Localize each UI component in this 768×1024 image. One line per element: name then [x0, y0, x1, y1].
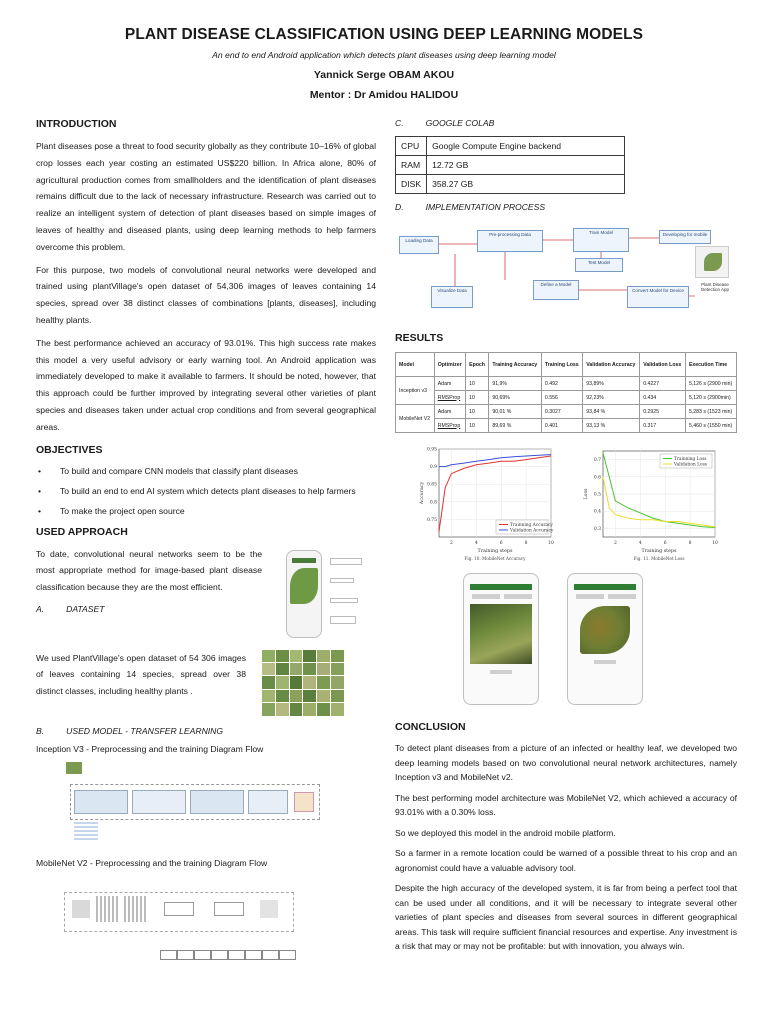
author-name: Yannick Serge OBAM AKOU	[313, 69, 455, 81]
series-line	[603, 477, 715, 527]
introduction-paragraph-2: For this purpose, two models of convolutional neural networks were developed and trained using plantVillage's open dataset of 54,306 images of leaves containing 14 species, spread over 38 distinct classes of combinations [plants, diseases], including healthy plants.	[36, 264, 376, 325]
chart-caption: Fig. 10. MobileNet Accuracy	[464, 556, 526, 561]
select-photo-button[interactable]	[576, 594, 604, 599]
flow-arrows	[395, 220, 737, 314]
conv-layer	[96, 896, 118, 922]
bullet-icon: •	[38, 485, 42, 496]
y-tick-label: 0.3	[593, 526, 601, 532]
series-line	[439, 455, 551, 467]
preprocessing-box: Pre-processing Data	[477, 230, 543, 252]
accuracy-chart	[417, 443, 557, 561]
app-screenshots	[395, 573, 737, 711]
introduction-heading: INTRODUCTION	[36, 118, 117, 130]
dataset-row	[36, 650, 376, 716]
annotation-box	[330, 558, 362, 565]
y-tick-label: 0.85	[426, 482, 437, 488]
conclusion-paragraph-1: To detect plant diseases from a picture of an infected or healthy leaf, we developed two deep learning models based on two convolutional neural network architectures, namely Inception v3 and MobileNet v2.	[395, 743, 737, 782]
conclusion-paragraph-5: Despite the high accuracy of the developed system, it is far from being a perfect tool that can be used under all conditions, and it will be necessary to integrate several other varieties of plant species and diseases from several sources in different geographical areas. This task will require sufficient financial resources and expertise. Any investment is a risk that may or may not be profitable: but with innovation, you always win.	[395, 883, 737, 951]
bottleneck-block	[214, 902, 244, 916]
annotation-box	[330, 598, 358, 603]
poster-subtitle: An end to end Android application which detects plant diseases using deep learning model	[212, 50, 556, 60]
left-column	[36, 118, 376, 974]
charts-row	[395, 443, 737, 573]
accuracy-chart-svg	[417, 443, 557, 561]
mobilenet-caption: MobileNet V2 - Preprocessing and the training Diagram Flow	[36, 857, 268, 868]
objective-text: To build an end to end AI system which detects plant diseases to help farmers	[60, 485, 356, 496]
y-tick-label: 0.7	[593, 458, 601, 464]
input-layer	[72, 900, 90, 918]
x-tick-label: 8	[524, 541, 528, 546]
plant-detection-label: Plant Disease Detection App	[700, 282, 730, 292]
classifier-strip	[160, 950, 296, 960]
results-heading: RESULTS	[395, 332, 444, 344]
objective-item	[36, 504, 376, 518]
table-header-row: Model Optimizer Epoch Training Accuracy Training Loss Validation Accuracy Validation Loss Execution Time	[396, 353, 737, 377]
right-column	[395, 118, 737, 960]
developing-mobile-box: Developing for mobile	[659, 230, 711, 244]
y-tick-label: 0.75	[426, 517, 437, 523]
x-tick-label: 10	[548, 541, 554, 546]
start-camera-button[interactable]	[504, 594, 532, 599]
y-tick-label: 0.95	[426, 447, 437, 453]
objectives-list	[36, 464, 376, 518]
table-row: RAM 12.72 GB	[396, 156, 625, 175]
annotation-box	[330, 578, 354, 583]
loss-chart	[581, 445, 721, 561]
approach-text	[36, 546, 262, 646]
objective-item	[36, 484, 376, 498]
implementation-diagram	[395, 220, 737, 314]
legend-entry: Trainning Accuracy	[510, 523, 553, 529]
legend-block	[74, 822, 98, 842]
x-tick-label: 4	[474, 541, 478, 546]
y-tick-label: 0.5	[593, 492, 601, 498]
y-axis-label: Accuracy	[420, 481, 425, 505]
visualize-data-box: Visualize Data	[431, 286, 473, 308]
objective-item	[36, 464, 376, 478]
inception-module	[248, 790, 288, 814]
x-tick-label: 2	[450, 541, 453, 546]
table-row: RMSProp 10 90,69% 0.556 92,23% 0.434 5,120 s (2900min)	[396, 391, 737, 405]
x-axis-label: Training steps	[477, 549, 513, 554]
legend-entry: Validation Loss	[674, 462, 708, 468]
introduction-paragraph-1: Plant diseases pose a threat to food security globally as they contribute 10–16% of global crop losses each year costing an estimated US$220 billion. In Africa alone, 80% of agricultural production comes from smallholders and the identification of plant diseases remains difficult due to the lack of necessary infrastructure. Research was carried out to realize an intelligent system of detection of plant diseases based on simple images of leaves of healthy and diseased plants, using deep learning methods to help farmers overcome this problem.	[36, 141, 376, 252]
y-tick-label: 0.4	[593, 509, 601, 515]
conclusion-paragraph-2: The best performing model architecture was MobileNet V2, which achieved a accuracy of 93.01% with a 0.30% loss.	[395, 792, 737, 817]
output-layer	[260, 900, 278, 918]
inception-module	[132, 790, 186, 814]
app-header-bar	[470, 584, 532, 590]
inception-diagram	[64, 760, 330, 844]
mentor-name: Mentor : Dr Amidou HALIDOU	[309, 89, 459, 101]
diseased-leaf-photo	[580, 606, 630, 654]
results-table	[395, 352, 737, 433]
table-row: Inception v3 Adam 10 91,9% 0.492 93,89% 0.4227 5,126 s (2900 min)	[396, 377, 737, 391]
bullet-icon: •	[38, 505, 42, 516]
app-toolbar	[292, 558, 316, 563]
poster-header	[0, 26, 768, 101]
table-row: DISK 358.27 GB	[396, 175, 625, 194]
table-row: CPU Google Compute Engine backend	[396, 137, 625, 156]
y-tick-label: 0.8	[429, 500, 437, 506]
colab-subheading: C. GOOGLE COLAB	[395, 118, 495, 128]
objective-text: To build and compare CNN models that classify plant diseases	[60, 465, 298, 476]
x-tick-label: 6	[663, 541, 667, 546]
inception-caption: Inception V3 - Preprocessing and the training Diagram Flow	[36, 743, 264, 754]
x-tick-label: 6	[499, 541, 503, 546]
inception-module	[74, 790, 128, 814]
train-model-box: Train Model	[573, 228, 629, 252]
legend-entry: Trainning Loss	[674, 457, 707, 463]
implementation-subheading: D. IMPLEMENTATION PROCESS	[395, 202, 546, 212]
test-model-box: Test Model	[575, 258, 623, 272]
y-tick-label: 0.9	[429, 465, 437, 471]
dataset-subheading: A. DATASET	[36, 603, 105, 614]
annotation-box	[330, 616, 356, 624]
objectives-heading: OBJECTIVES	[36, 443, 103, 456]
poster-title: PLANT DISEASE CLASSIFICATION USING DEEP LEARNING MODELS	[124, 26, 644, 43]
conv-layer	[124, 896, 146, 922]
inception-module	[190, 790, 244, 814]
introduction-paragraph-3: The best performance achieved an accuracy of 93.01%. This high success rate makes this model a very useful advisory or early warning tool. An Android application was immediately developed to make it available to farmers. It should be noted, however, that this approach could be further improved by integrating several other varieties of plant species and diseases taken under actual crop conditions and from several geographical areas.	[36, 337, 376, 432]
start-camera-button[interactable]	[608, 594, 636, 599]
classification-part	[294, 792, 314, 812]
x-tick-label: 8	[688, 541, 692, 546]
x-tick-label: 4	[638, 541, 642, 546]
colab-spec-table	[395, 136, 625, 194]
approach-row	[36, 546, 376, 646]
dataset-paragraph: We used PlantVillage's open dataset of 54 306 images of leaves containing 14 species, spread over 38 distinct classes, including healthy plants .	[36, 652, 246, 697]
conclusion-heading: CONCLUSION	[395, 721, 466, 733]
y-axis-label: Loss	[584, 488, 589, 500]
app-mockup-figure	[272, 546, 372, 646]
bullet-icon: •	[38, 465, 42, 476]
table-row: MobileNet V2 Adam 10 90,01 % 0.3027 93,84 % 0.2925 5,283 s (1523 min)	[396, 405, 737, 419]
table-row: RMSProp 10 89,69 % 0.401 93,13 % 0.317 5,460 s (1550 min)	[396, 419, 737, 433]
phone-screenshot-2	[567, 573, 643, 705]
legend-entry: Validation Accuracy	[510, 528, 554, 534]
x-axis-label: Training steps	[641, 549, 677, 554]
model-subheading: B. USED MODEL - TRANSFER LEARNING	[36, 725, 224, 736]
input-leaf-image	[66, 762, 82, 774]
conclusion-paragraph-3: So we deployed this model in the android mobile platform.	[395, 827, 616, 838]
leaf-photo	[470, 604, 532, 664]
x-tick-label: 10	[712, 541, 718, 546]
select-photo-button[interactable]	[472, 594, 500, 599]
define-model-box: Define a Model	[533, 280, 579, 300]
loading-data-box: Loading Data	[399, 236, 439, 254]
phone-screenshot-1	[463, 573, 539, 705]
dataset-image-grid	[262, 650, 344, 716]
objective-text: To make the project open source	[60, 505, 185, 516]
y-tick-label: 0.6	[593, 475, 601, 481]
result-button[interactable]	[594, 660, 616, 664]
convert-model-box: Convert Model for Device	[627, 286, 689, 308]
app-header-bar	[574, 584, 636, 590]
x-tick-label: 2	[614, 541, 617, 546]
leaf-image	[290, 568, 318, 604]
bottleneck-block	[164, 902, 194, 916]
chart-caption: Fig. 11. MobileNet Loss	[633, 556, 685, 561]
result-button[interactable]	[490, 670, 512, 674]
approach-paragraph: To date, convolutional neural networks seem to be the most appropriate method for image-based plant disease classification because they are the most efficient.	[36, 548, 262, 593]
conclusion-paragraph-4: So a farmer in a remote location could be warned of a possible threat to his crop and an agronomist could have a valuable advisory tool.	[395, 848, 737, 873]
approach-heading: USED APPROACH	[36, 525, 128, 538]
loss-chart-svg	[581, 445, 721, 561]
mobilenet-diagram	[64, 874, 304, 974]
